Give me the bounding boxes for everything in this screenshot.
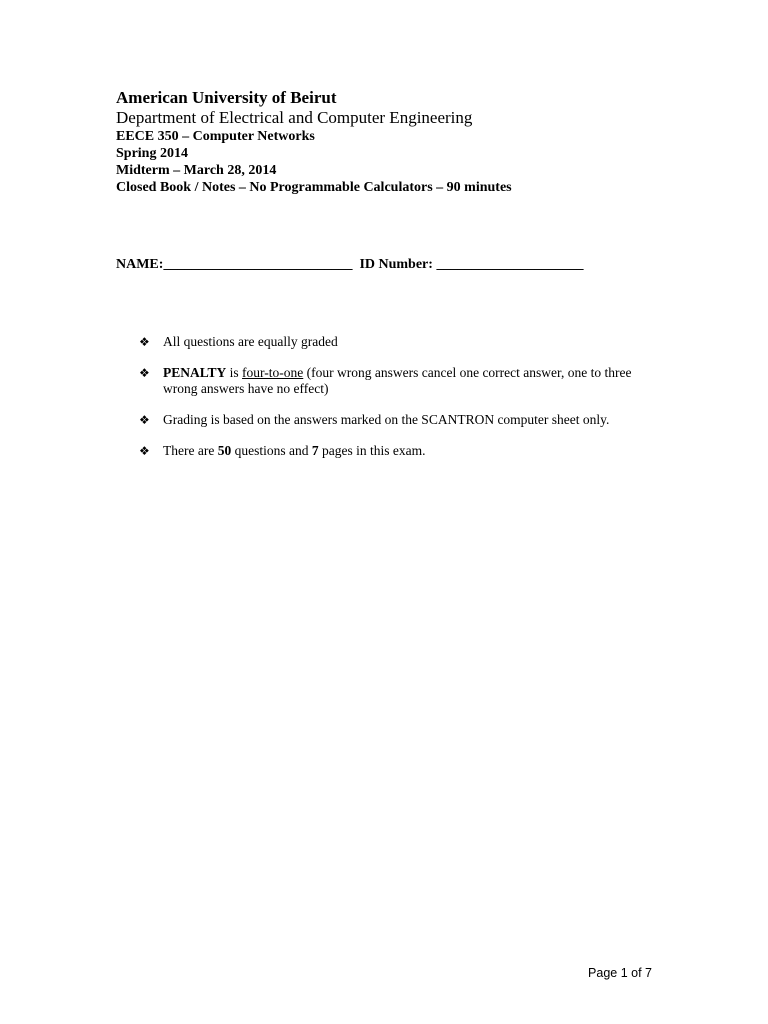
instructions-list	[139, 334, 659, 474]
exam-rules: Closed Book / Notes – No Programmable Calculators – 90 minutes	[116, 180, 512, 195]
instruction-question-count	[163, 443, 659, 459]
penalty-explanation: (four wrong answers cancel one correct answer, one to three wrong answers have no effect)	[163, 365, 632, 396]
count-text-c: pages in this exam.	[318, 443, 426, 458]
exam-term: Spring 2014	[116, 146, 188, 161]
diamond-bullet-icon: ❖	[139, 335, 150, 349]
diamond-bullet-icon: ❖	[139, 413, 150, 427]
instruction-penalty	[163, 365, 659, 397]
exam-header	[116, 88, 512, 196]
penalty-ratio: four-to-one	[242, 365, 304, 380]
question-count: 50	[217, 443, 232, 458]
list-item	[139, 412, 659, 428]
page-count: 7	[311, 443, 319, 458]
student-info-row	[116, 257, 583, 273]
id-number-blank: _____________________	[436, 257, 584, 272]
count-text-b: questions and	[231, 443, 312, 458]
name-blank: ___________________________	[163, 257, 353, 272]
list-item	[139, 334, 659, 350]
diamond-bullet-icon: ❖	[139, 366, 150, 380]
exam-date: Midterm – March 28, 2014	[116, 163, 277, 178]
university-name: American University of Beirut	[116, 88, 337, 107]
page-number: Page 1 of 7	[588, 966, 652, 980]
department-name: Department of Electrical and Computer Engineering	[116, 108, 473, 127]
count-text-a: There are	[163, 443, 218, 458]
list-item	[139, 365, 659, 397]
penalty-is-text: is	[226, 365, 243, 380]
course-title: EECE 350 – Computer Networks	[116, 129, 315, 144]
instruction-scantron: Grading is based on the answers marked on the SCANTRON computer sheet only.	[163, 412, 610, 427]
name-label: NAME:	[116, 257, 164, 272]
list-item	[139, 443, 659, 459]
id-number-label: ID Number:	[359, 257, 433, 272]
penalty-keyword: PENALTY	[163, 365, 227, 380]
instruction-grading-equal: All questions are equally graded	[163, 334, 338, 349]
diamond-bullet-icon: ❖	[139, 444, 150, 458]
